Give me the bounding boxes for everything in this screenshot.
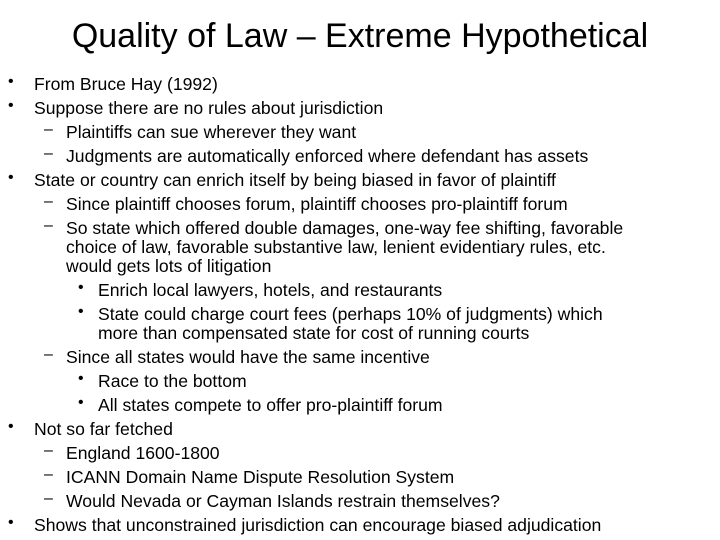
sub-bullet-3-3: Since all states would have the same incentive — [66, 347, 430, 367]
sub-sub-bullet-2-continued: more than compensated state for cost of running courts — [98, 323, 530, 343]
bullet-marker: • — [78, 394, 84, 411]
dash-marker: – — [44, 490, 53, 507]
sub-bullet-2-1: Plaintiffs can sue wherever they want — [66, 122, 357, 142]
dash-marker: – — [44, 193, 53, 210]
bullet-5: Shows that unconstrained jurisdiction can encourage biased adjudication — [34, 515, 602, 535]
sub-sub-bullet-3: Race to the bottom — [98, 371, 247, 391]
bullet-marker: • — [78, 279, 84, 296]
sub-sub-bullet-2: State could charge court fees (perhaps 10% of judgments) which — [98, 304, 603, 324]
sub-bullet-4-2: ICANN Domain Name Dispute Resolution System — [66, 467, 455, 487]
sub-bullet-2-2: Judgments are automatically enforced where defendant has assets — [66, 146, 589, 166]
bullet-4: Not so far fetched — [34, 419, 173, 439]
sub-sub-bullet-4: All states compete to offer pro-plaintiff forum — [98, 395, 443, 415]
bullet-marker: • — [78, 370, 84, 387]
bullet-1: From Bruce Hay (1992) — [34, 74, 218, 94]
bullet-2: Suppose there are no rules about jurisdiction — [34, 98, 384, 118]
dash-marker: – — [44, 217, 53, 234]
bullet-marker: • — [8, 97, 14, 114]
bullet-marker: • — [8, 73, 14, 90]
sub-bullet-4-3: Would Nevada or Cayman Islands restrain themselves? — [66, 491, 500, 511]
sub-bullet-3-1: Since plaintiff chooses forum, plaintiff chooses pro-plaintiff forum — [66, 194, 568, 214]
bullet-marker: • — [8, 514, 14, 531]
sub-bullet-3-2: So state which offered double damages, one-way fee shifting, favorable — [66, 218, 624, 238]
dash-marker: – — [44, 466, 53, 483]
bullet-3: State or country can enrich itself by being biased in favor of plaintiff — [34, 170, 556, 190]
dash-marker: – — [44, 346, 53, 363]
sub-bullet-4-1: England 1600-1800 — [66, 443, 220, 463]
slide-title: Quality of Law – Extreme Hypothetical — [71, 17, 649, 55]
dash-marker: – — [44, 145, 53, 162]
bullet-marker: • — [8, 418, 14, 435]
sub-bullet-3-2-continued: choice of law, favorable substantive law, lenient evidentiary rules, etc. — [66, 237, 606, 257]
dash-marker: – — [44, 442, 53, 459]
dash-marker: – — [44, 121, 53, 138]
sub-sub-bullet-1: Enrich local lawyers, hotels, and restaurants — [98, 280, 443, 300]
bullet-marker: • — [8, 169, 14, 186]
bullet-marker: • — [78, 303, 84, 320]
sub-bullet-3-2-continued: would gets lots of litigation — [66, 256, 272, 276]
